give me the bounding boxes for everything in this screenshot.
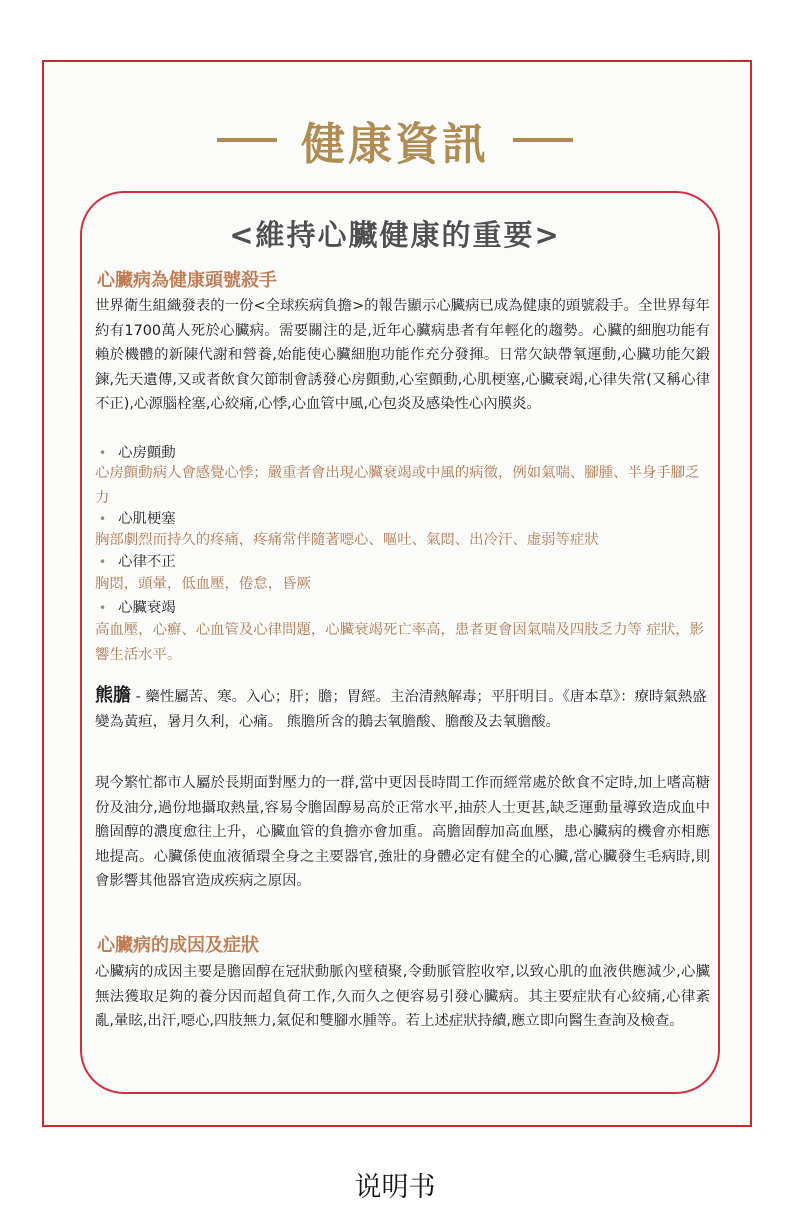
subtitle: <維持心臟健康的重要> — [229, 218, 561, 252]
bullet-dot-icon: • — [99, 512, 107, 526]
symptom-description-arrhythmia: 胸悶，頭暈，低血壓，倦怠，昏厥 — [95, 576, 311, 592]
bullet-dot-icon: • — [99, 555, 107, 569]
symptom-name-heart-failure: • 心臟衰竭 — [99, 600, 176, 616]
section-heading-killer: 心臟病為健康頭號殺手 — [97, 270, 277, 291]
symptom-name-atrial-fibrillation: • 心房顫動 — [99, 445, 176, 461]
symptom-name-myocardial-infarction: • 心肌梗塞 — [99, 511, 176, 527]
caption: 说明书 — [354, 1172, 436, 1203]
page-title: 健康資訊 — [301, 119, 489, 170]
herb-paragraph — [95, 684, 710, 734]
herb-text: - 藥性屬苦、寒。入心；肝；膽；胃經。主治清熱解毒；平肝明目。《唐本草》：療時氣熱盛變為黃疸，暑月久利，心痛。 熊膽所含的鵝去氧膽酸、膽酸及去氧膽酸。 — [95, 689, 707, 730]
bullet-dot-icon: • — [99, 446, 107, 460]
symptom-description-myocardial-infarction: 胸部劇烈而持久的疼痛，疼痛常伴隨著噁心、嘔吐、氣悶、出冷汗、虛弱等症狀 — [95, 532, 599, 548]
title-dash-left — [217, 138, 277, 142]
section-heading-causes: 心臟病的成因及症狀 — [97, 935, 259, 956]
symptom-name-arrhythmia: • 心律不正 — [99, 554, 176, 570]
symptom-description-atrial-fibrillation: 心房顫動病人會感覺心悸；嚴重者會出現心臟衰竭或中風的病徵，例如氣喘、腳腫、半身手腳乏力 — [95, 465, 700, 506]
title-dash-right — [513, 138, 573, 142]
page-header — [0, 108, 790, 172]
cholesterol-paragraph: 現今繁忙都市人屬於長期面對壓力的一群,當中更因長時間工作而經常處於飲食不定時,加上嗜高糖份及油分,過份地攝取熱量,容易令膽固醇易高於正常水平,抽菸人士更甚,缺乏運動量導致造成血中膽固醇的濃度愈往上升，心臟血管的負擔亦會加重。高膽固醇加高血壓，患心臟病的機會亦相應地提高。心臟係使血液循環全身之主要器官,強壯的身體必定有健全的心臟,當心臟發生毛病時,則會影響其他器官造成疾病之原因。 — [95, 775, 710, 890]
paragraph-killer: 世界衛生組織發表的一份<全球疾病負擔>的報告顯示心臟病已成為健康的頭號殺手。全世界每年約有1700萬人死於心臟病。需要關注的是,近年心臟病患者有年輕化的趨勢。心臟的細胞功能有賴於機體的新陳代謝和營養,始能使心臟細胞功能作充分發揮。日常欠缺帶氧運動,心臟功能欠鍛鍊,先天遺傳,又或者飲食欠節制會誘發心房顫動,心室顫動,心肌梗塞,心臟衰竭,心律失常(又稱心律不正),心源腦栓塞,心絞痛,心悸,心血管中風,心包炎及感染性心內膜炎。 — [95, 298, 710, 413]
symptom-description-heart-failure: 高血壓，心癬、心血管及心律問題，心臟衰竭死亡率高，患者更會因氣喘及四肢乏力等 症狀，影響生活水平。 — [95, 622, 704, 663]
bullet-dot-icon: • — [99, 601, 107, 615]
herb-name: 熊膽 — [95, 685, 131, 706]
paragraph-causes: 心臟病的成因主要是膽固醇在冠狀動脈內壁積聚,令動脈管腔收窄,以致心肌的血液供應減少,心臟無法獲取足夠的養分因而超負荷工作,久而久之便容易引發心臟病。其主要症狀有心絞痛,心律紊亂,暈眩,出汗,噁心,四肢無力,氣促和雙腳水腫等。若上述症狀持續,應立即向醫生查詢及檢查。 — [95, 964, 710, 1030]
